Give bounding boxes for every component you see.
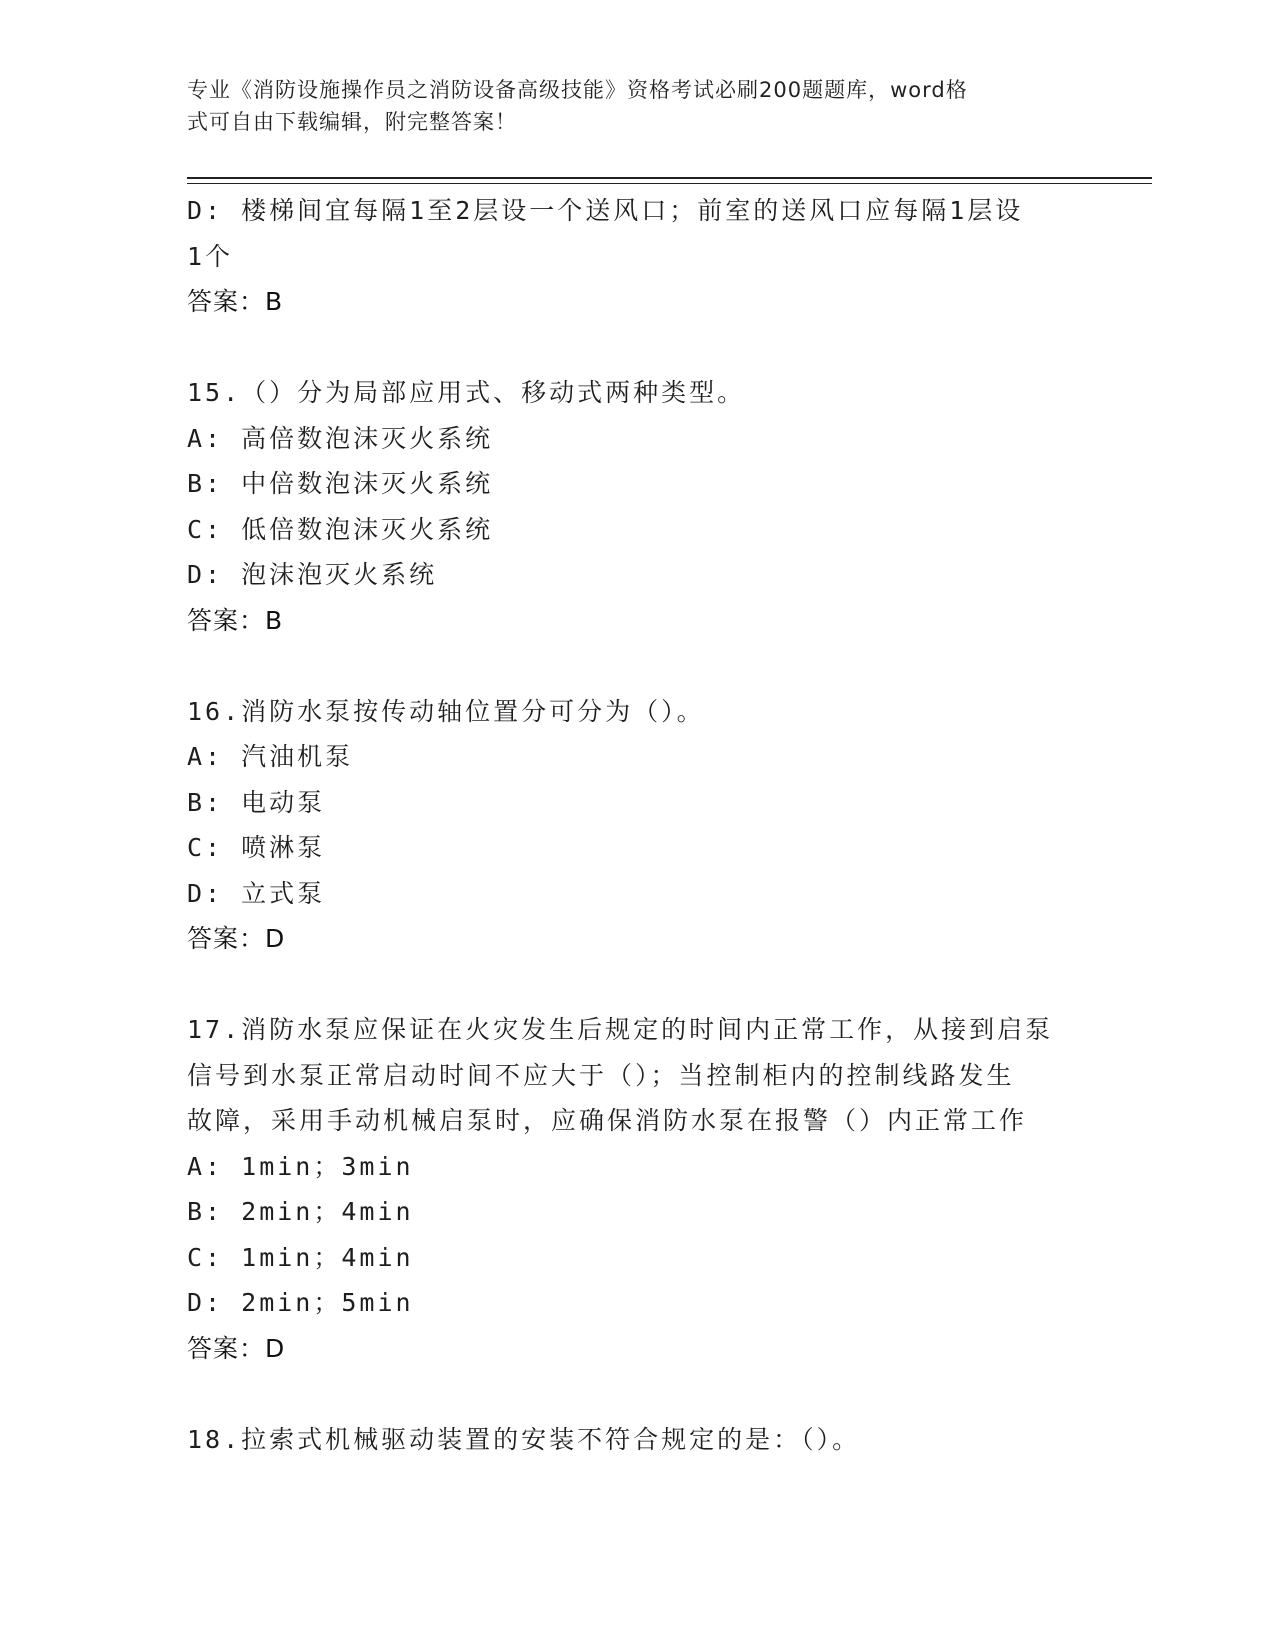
option-d: D: 2min；5min	[187, 1288, 414, 1317]
option-d: D: 立式泵	[187, 878, 326, 908]
option-a: A: 高倍数泡沫灭火系统	[187, 423, 494, 453]
option-b: B: 中倍数泡沫灭火系统	[187, 469, 494, 498]
option-d-text: D: 楼梯间宜每隔1至2层设一个送风口；前室的送风口应每隔1层设	[187, 196, 1024, 225]
option-d: D: 泡沫泡灭火系统	[187, 560, 438, 589]
header-divider-thin	[187, 183, 1152, 184]
question-list	[187, 188, 1087, 1462]
question-block-18	[187, 1417, 1087, 1463]
question-block-14	[187, 188, 1087, 325]
question-stem-line-3: 故障，采用手动机械启泵时，应确保消防水泵在报警（）内正常工作	[187, 1106, 1028, 1135]
question-stem: 15.（）分为局部应用式、移动式两种类型。	[187, 378, 746, 407]
option-a: A: 汽油机泵	[187, 742, 354, 771]
question-block-15	[187, 370, 1087, 643]
header-line-2: 式可自由下载编辑，附完整答案！	[187, 110, 517, 134]
question-stem: 16.消防水泵按传动轴位置分可分为（）。	[187, 696, 705, 726]
answer-line: 答案：B	[187, 287, 284, 316]
option-a: A: 1min；3min	[187, 1151, 414, 1181]
option-c: C: 喷淋泵	[187, 833, 326, 862]
question-block-17	[187, 1007, 1087, 1371]
answer-line: 答案：B	[187, 605, 284, 635]
answer-line: 答案：D	[187, 1333, 286, 1363]
question-stem-line-1: 17.消防水泵应保证在火灾发生后规定的时间内正常工作，从接到启泵	[187, 1015, 1054, 1044]
question-stem-line-2: 信号到水泵正常启动时间不应大于（）；当控制柜内的控制线路发生	[187, 1060, 1015, 1090]
question-block-16	[187, 689, 1087, 962]
question-spacer	[187, 1371, 1087, 1417]
option-b: B: 2min；4min	[187, 1197, 414, 1226]
document-header	[187, 74, 1087, 138]
answer-line: 答案：D	[187, 924, 286, 953]
question-spacer	[187, 643, 1087, 689]
option-d-continued: 1个	[187, 241, 234, 271]
option-c: C: 1min；4min	[187, 1242, 414, 1272]
option-c: C: 低倍数泡沫灭火系统	[187, 514, 494, 544]
header-line-1: 专业《消防设施操作员之消防设备高级技能》资格考试必刷200题题库，word格	[187, 78, 968, 102]
question-stem: 18.拉索式机械驱动装置的安装不符合规定的是：（）。	[187, 1424, 861, 1454]
header-divider-thick	[187, 177, 1152, 179]
question-spacer	[187, 962, 1087, 1008]
option-b: B: 电动泵	[187, 787, 326, 817]
question-spacer	[187, 325, 1087, 371]
